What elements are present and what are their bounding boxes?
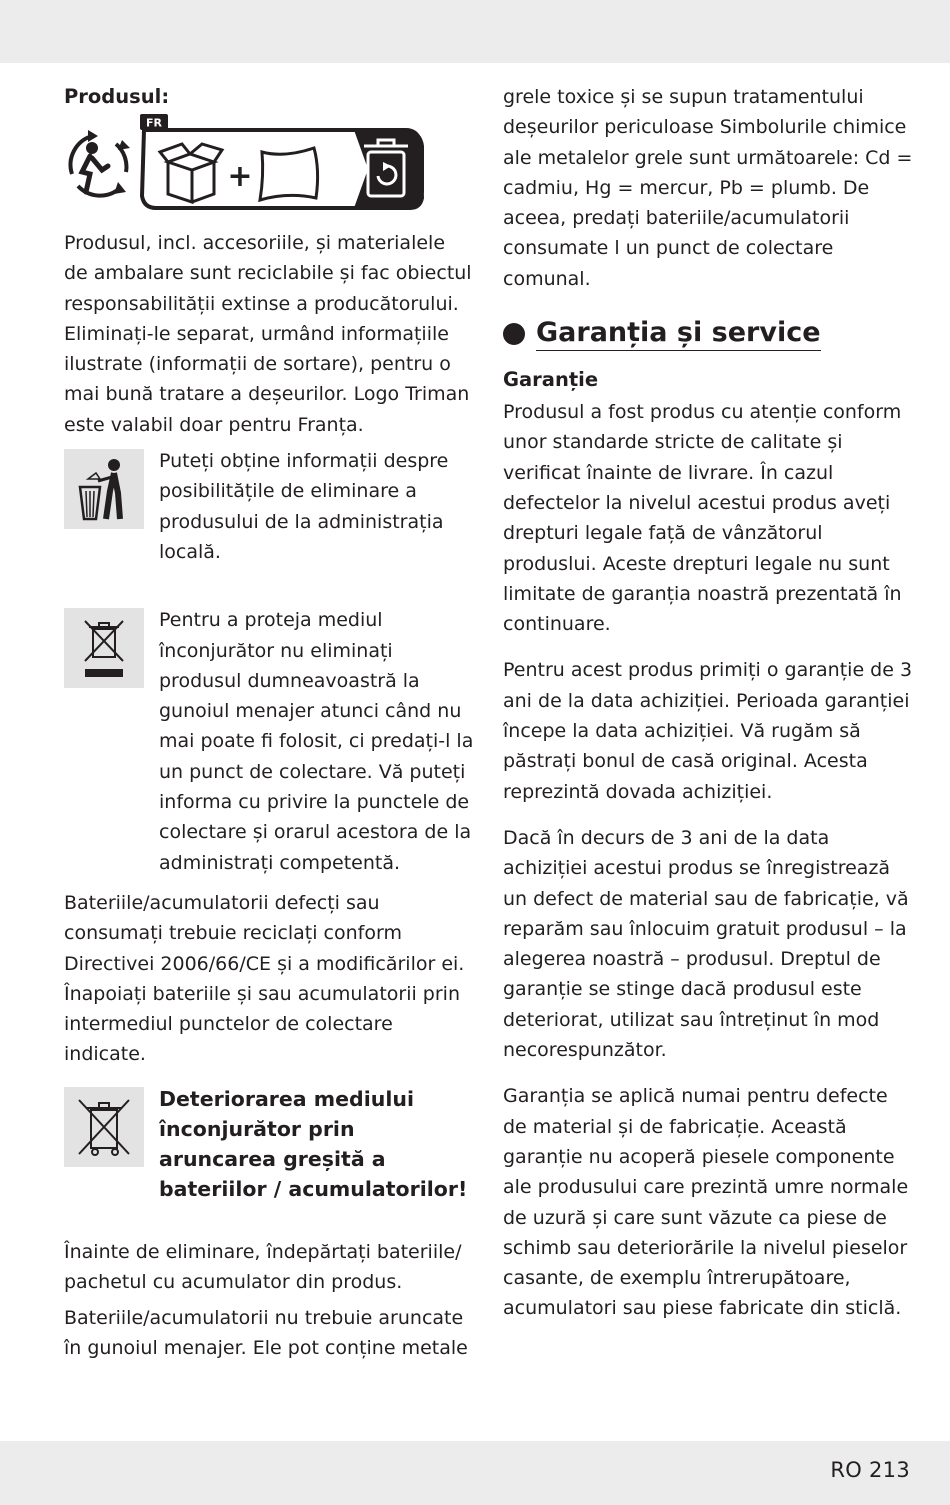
bullet-icon [503,323,525,345]
batteries-text: Bateriile/acumulatorii defecți sau consumați trebuie reciclați conform Directivei 2006/66/CE și a modificărilor ei. Înapoiați bateriile și sau acumulatorii prin intermediul punctelor de colectare indicate. [64,891,465,1066]
battery-warning-row [64,1084,474,1205]
warranty-paragraph-1: Produsul a fost produs cu atenție conform unor standarde stricte de calitate și verificat înainte de livrare. În cazul defectelor la nivelul acestui produs aveți drepturi legale față de vânzătorul produslui. Aceste drepturi legale nu sunt limitate de garanția noastră prezentată în continuare. [503,401,902,636]
remove-batteries-text: Înainte de eliminare, îndepărtați bateriile/ pachetul cu acumulator din produs. [64,1240,462,1293]
warranty-paragraph-3: Dacă în decurs de 3 ani de la data achiziției acestui produs se înregistrează un defect de material sau de fabricație, vă reparăm sau înlocuim gratuit produsul – la alegerea noastră – produsul. Dreptul de garanție se stinge dacă produsul este deteriorat, utilizat sau întreținut în mod necorespunzător. [503,826,909,1062]
section-heading [503,316,913,351]
disposal-info-row [64,446,474,567]
page-number: RO 213 [830,1458,910,1482]
household-text: Bateriile/acumulatorii nu trebuie aruncate în gunoiul menajer. Ele pot conține metale [64,1307,468,1360]
warranty-paragraph-4: Garanția se aplică numai pentru defecte de material și de fabricație. Această garanție nu acoperă piesele componente ale produsului care prezintă umre normale de uzură și care sunt văzute ca piese de schimb sau deteriorările la nivelul pieselor casante, de exemplu întrerupătoare, acumulatori sau piese fabricate din sticlă. [503,1085,909,1320]
left-column [64,82,474,1364]
triman-recycling-icon [64,114,426,214]
product-heading: Produsul: [64,85,170,108]
weee-info-row [64,605,474,878]
warranty-heading: Garanție [503,368,599,392]
footer-band [0,1441,950,1505]
warranty-paragraph-2: Pentru acest produs primiți o garanție de 3 ani de la data achiziției. Perioada garanției începe la data achiziției. Vă rugăm să păstrați bonul de casă original. Acesta reprezintă dovada achiziției. [503,659,913,803]
right-column [503,82,913,1324]
header-band [0,0,950,63]
tidyman-icon [64,449,144,529]
battery-crossed-bin-icon [64,1087,144,1167]
triman-badge: FR [146,116,162,130]
svg-text:+: + [227,159,253,194]
weee-info-text: Pentru a proteja mediul înconjurător nu eliminați produsul dumneavoastră la gunoiul menajer atunci când nu mai poate fi folosit, ci predați-l la un punct de colectare. Vă puteți informa cu privire la punctele de colectare și orarul acestora de la administrați competentă. [159,609,474,874]
section-title: Garanția și service [536,316,821,351]
product-text: Produsul, incl. accesoriile, și materialele de ambalare sunt reciclabile și fac obiectul responsabilității extinse a producătorului. Eliminați-le separat, urmând informațiile ilustrate (informații de sortare), pentru o mai bună tratare a deșeurilor. Logo Triman este valabil doar pentru Franța. [64,232,472,436]
battery-warning-text: Deteriorarea mediului înconjurător prin aruncarea greșită a bateriilor / acumulatorilor! [159,1086,468,1202]
triman-logo [64,114,474,214]
crossed-bin-icon [64,608,144,688]
continued-text: grele toxice și se supun tratamentului deșeurilor periculoase Simbolurile chimice ale metalelor grele sunt următoarele: Cd = cadmiu, Hg = mercur, Pb = plumb. De aceea, predați bateriile/acumulatorii consumate l un punct de colectare comunal. [503,86,913,290]
disposal-info-text: Puteți obține informații despre posibilitățile de eliminare a produsului de la administrația locală. [159,450,449,563]
